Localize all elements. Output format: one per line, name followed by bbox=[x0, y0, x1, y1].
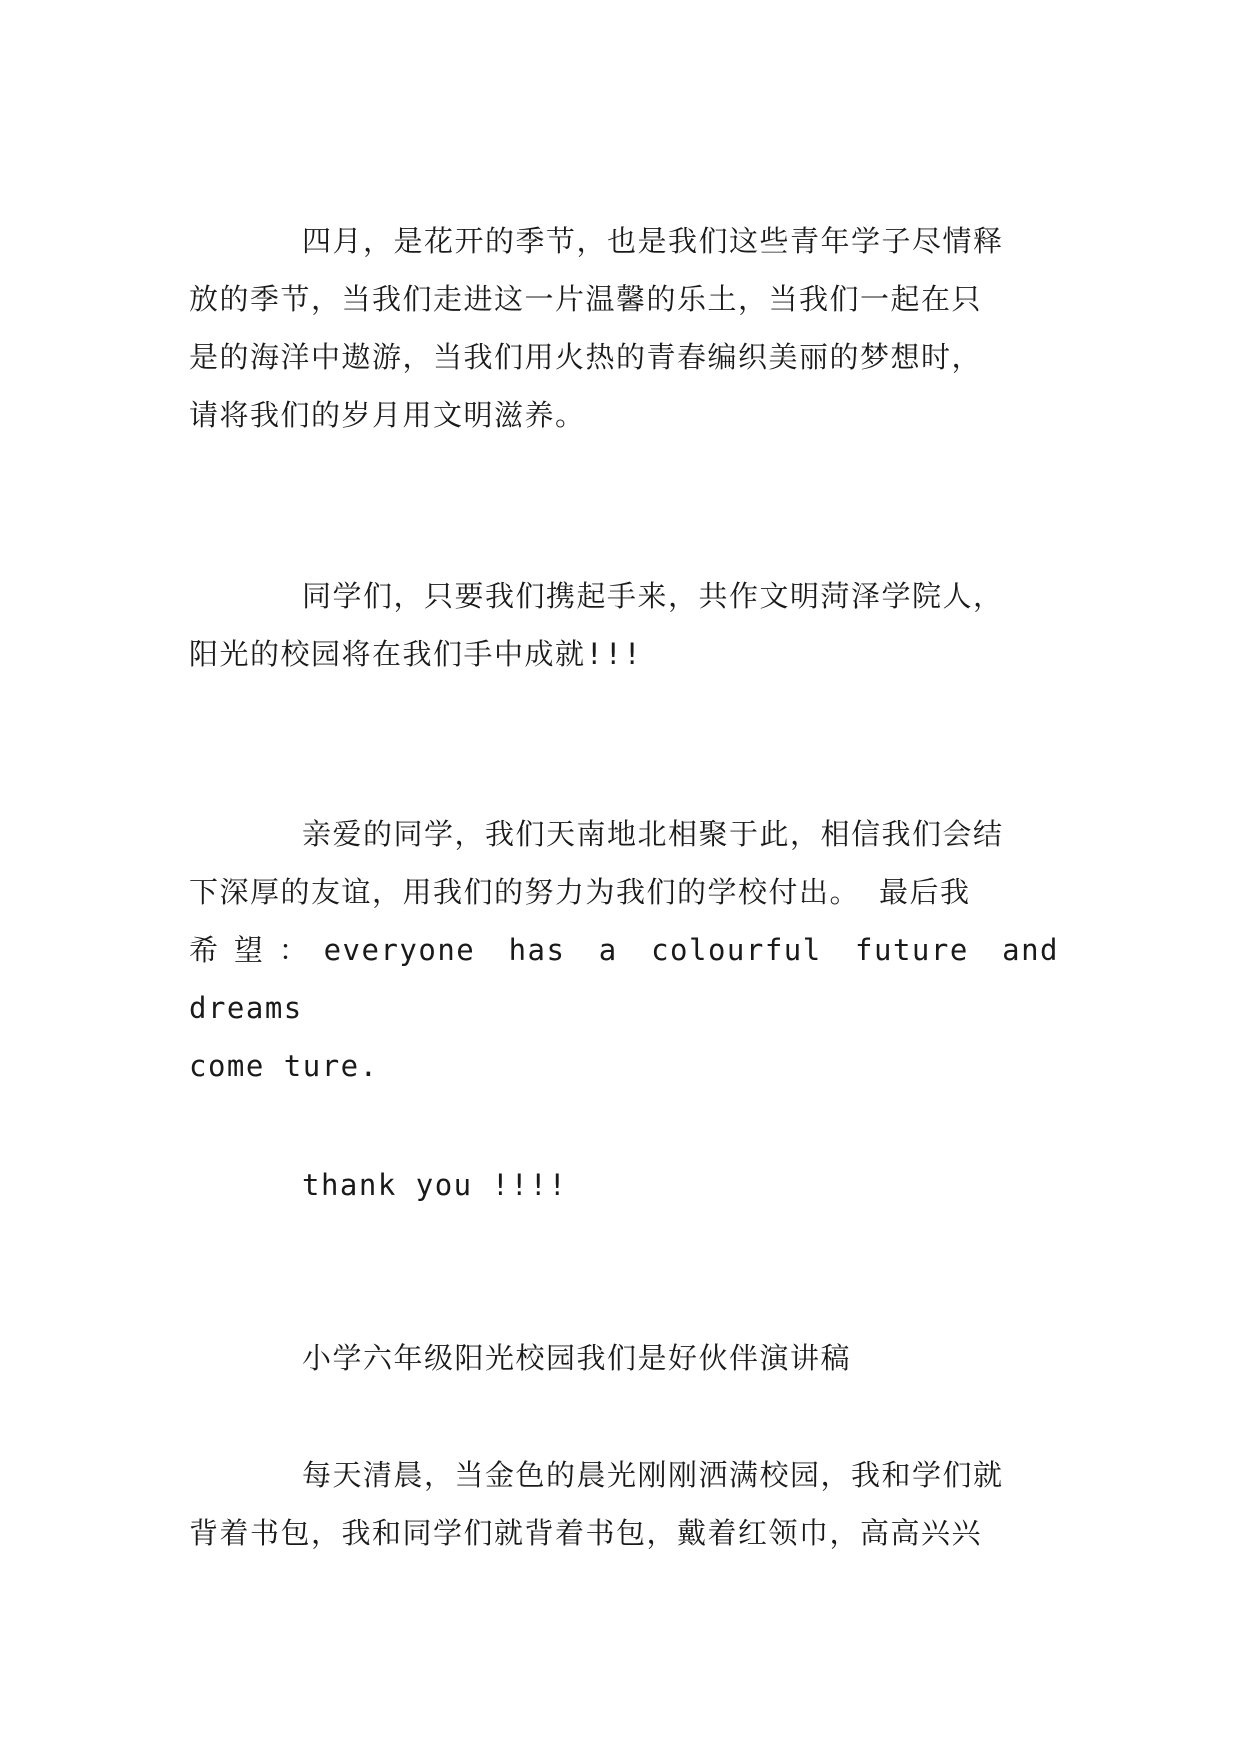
paragraph-dear-classmates bbox=[189, 805, 1059, 1095]
paragraph-line: 亲爱的同学，我们天南地北相聚于此，相信我们会结 bbox=[302, 817, 1004, 851]
section-title bbox=[189, 1329, 1059, 1387]
paragraph-line: 同学们，只要我们携起手来，共作文明菏泽学院人， bbox=[302, 579, 1004, 613]
paragraph-line: thank you !!!! bbox=[302, 1168, 568, 1202]
paragraph-line: come ture. bbox=[189, 1049, 379, 1083]
paragraph-line: 四月，是花开的季节，也是我们这些青年学子尽情释 bbox=[302, 224, 1004, 258]
paragraph-classmates-join-hands bbox=[189, 567, 1059, 683]
paragraph-line: 放的季节，当我们走进这一片温馨的乐土，当我们一起在只 bbox=[189, 282, 983, 316]
paragraph-line: 每天清晨，当金色的晨光刚刚洒满校园，我和学们就 bbox=[302, 1458, 1004, 1492]
paragraph-line: 背着书包，我和同学们就背着书包，戴着红领巾，高高兴兴 bbox=[189, 1516, 983, 1550]
paragraph-every-morning bbox=[189, 1446, 1059, 1562]
paragraph-line: 阳光的校园将在我们手中成就!!! bbox=[189, 637, 643, 671]
section-title-text: 小学六年级阳光校园我们是好伙伴演讲稿 bbox=[302, 1341, 852, 1375]
paragraph-line: 希望：everyone has a colourful future and dreams bbox=[189, 933, 1059, 1025]
paragraph-spring-season bbox=[189, 212, 1059, 444]
paragraph-line: 请将我们的岁月用文明滋养。 bbox=[189, 398, 586, 432]
paragraph-line: 是的海洋中遨游，当我们用火热的青春编织美丽的梦想时， bbox=[189, 340, 983, 374]
paragraph-line: 下深厚的友谊，用我们的努力为我们的学校付出。 最后我 bbox=[189, 875, 971, 909]
paragraph-thank-you bbox=[189, 1156, 1059, 1214]
